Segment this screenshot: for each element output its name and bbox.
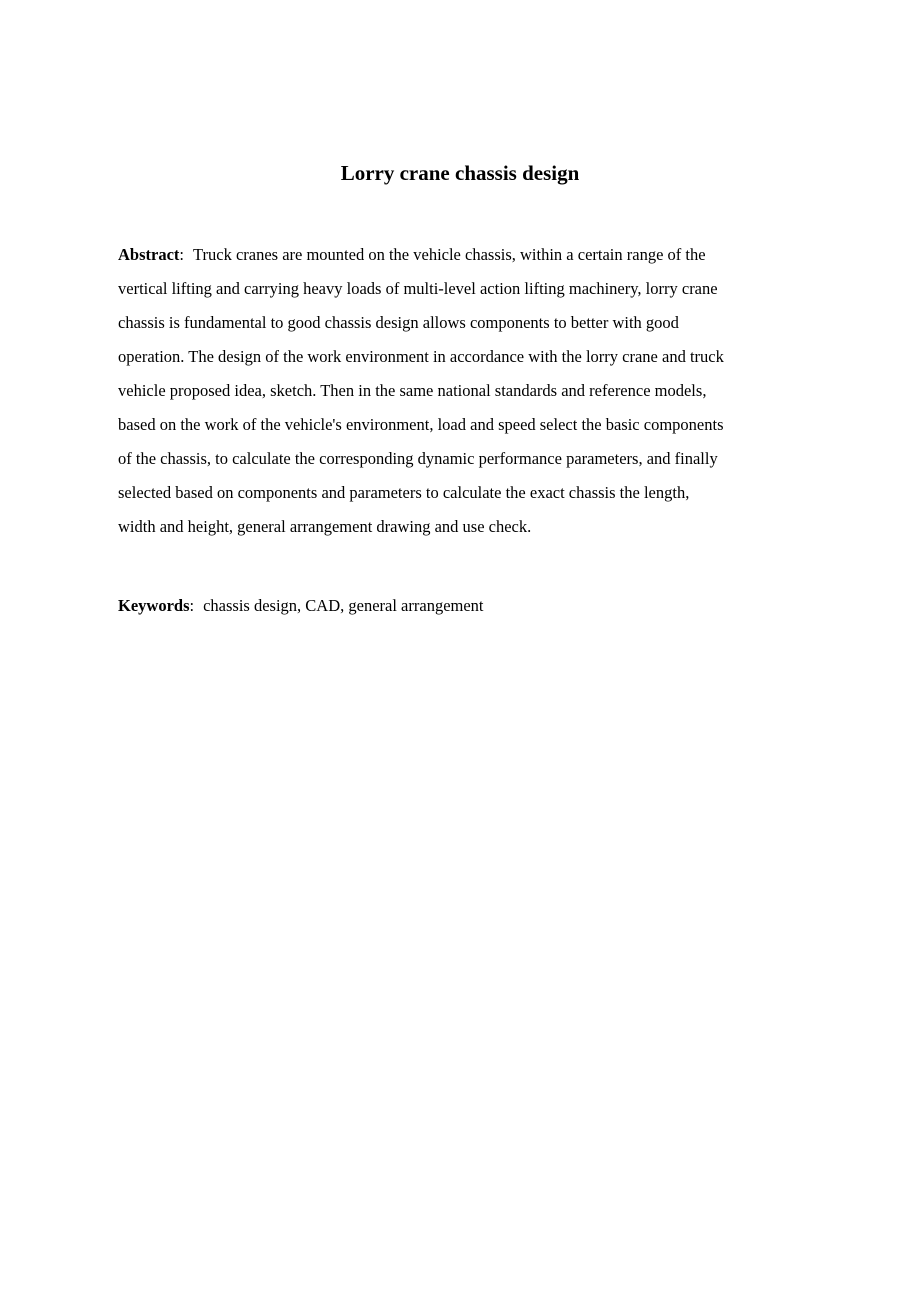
abstract-line: chassis is fundamental to good chassis design allows components to better with good (118, 313, 679, 332)
keywords-section (118, 589, 808, 623)
abstract-line (118, 238, 808, 272)
document-title: Lorry crane chassis design (340, 161, 580, 185)
abstract-line: based on the work of the vehicle's environment, load and speed select the basic components (118, 415, 724, 434)
abstract-line: of the chassis, to calculate the corresponding dynamic performance parameters, and finally (118, 449, 718, 468)
abstract-label: Abstract (118, 245, 180, 264)
abstract-line: vertical lifting and carrying heavy loads of multi-level action lifting machinery, lorry crane (118, 279, 718, 298)
abstract-line: selected based on components and parameters to calculate the exact chassis the length, (118, 483, 690, 502)
abstract-section (118, 238, 808, 544)
keywords-label: Keywords (118, 596, 190, 615)
keywords-text: chassis design, CAD, general arrangement (203, 596, 484, 615)
keywords-separator: : (189, 596, 195, 615)
abstract-line: vehicle proposed idea, sketch. Then in the same national standards and reference models, (118, 381, 707, 400)
abstract-text: Truck cranes are mounted on the vehicle chassis, within a certain range of the (193, 245, 706, 264)
abstract-line: operation. The design of the work environment in accordance with the lorry crane and truck (118, 347, 724, 366)
abstract-separator: : (179, 245, 184, 264)
abstract-line: width and height, general arrangement drawing and use check. (118, 517, 532, 536)
